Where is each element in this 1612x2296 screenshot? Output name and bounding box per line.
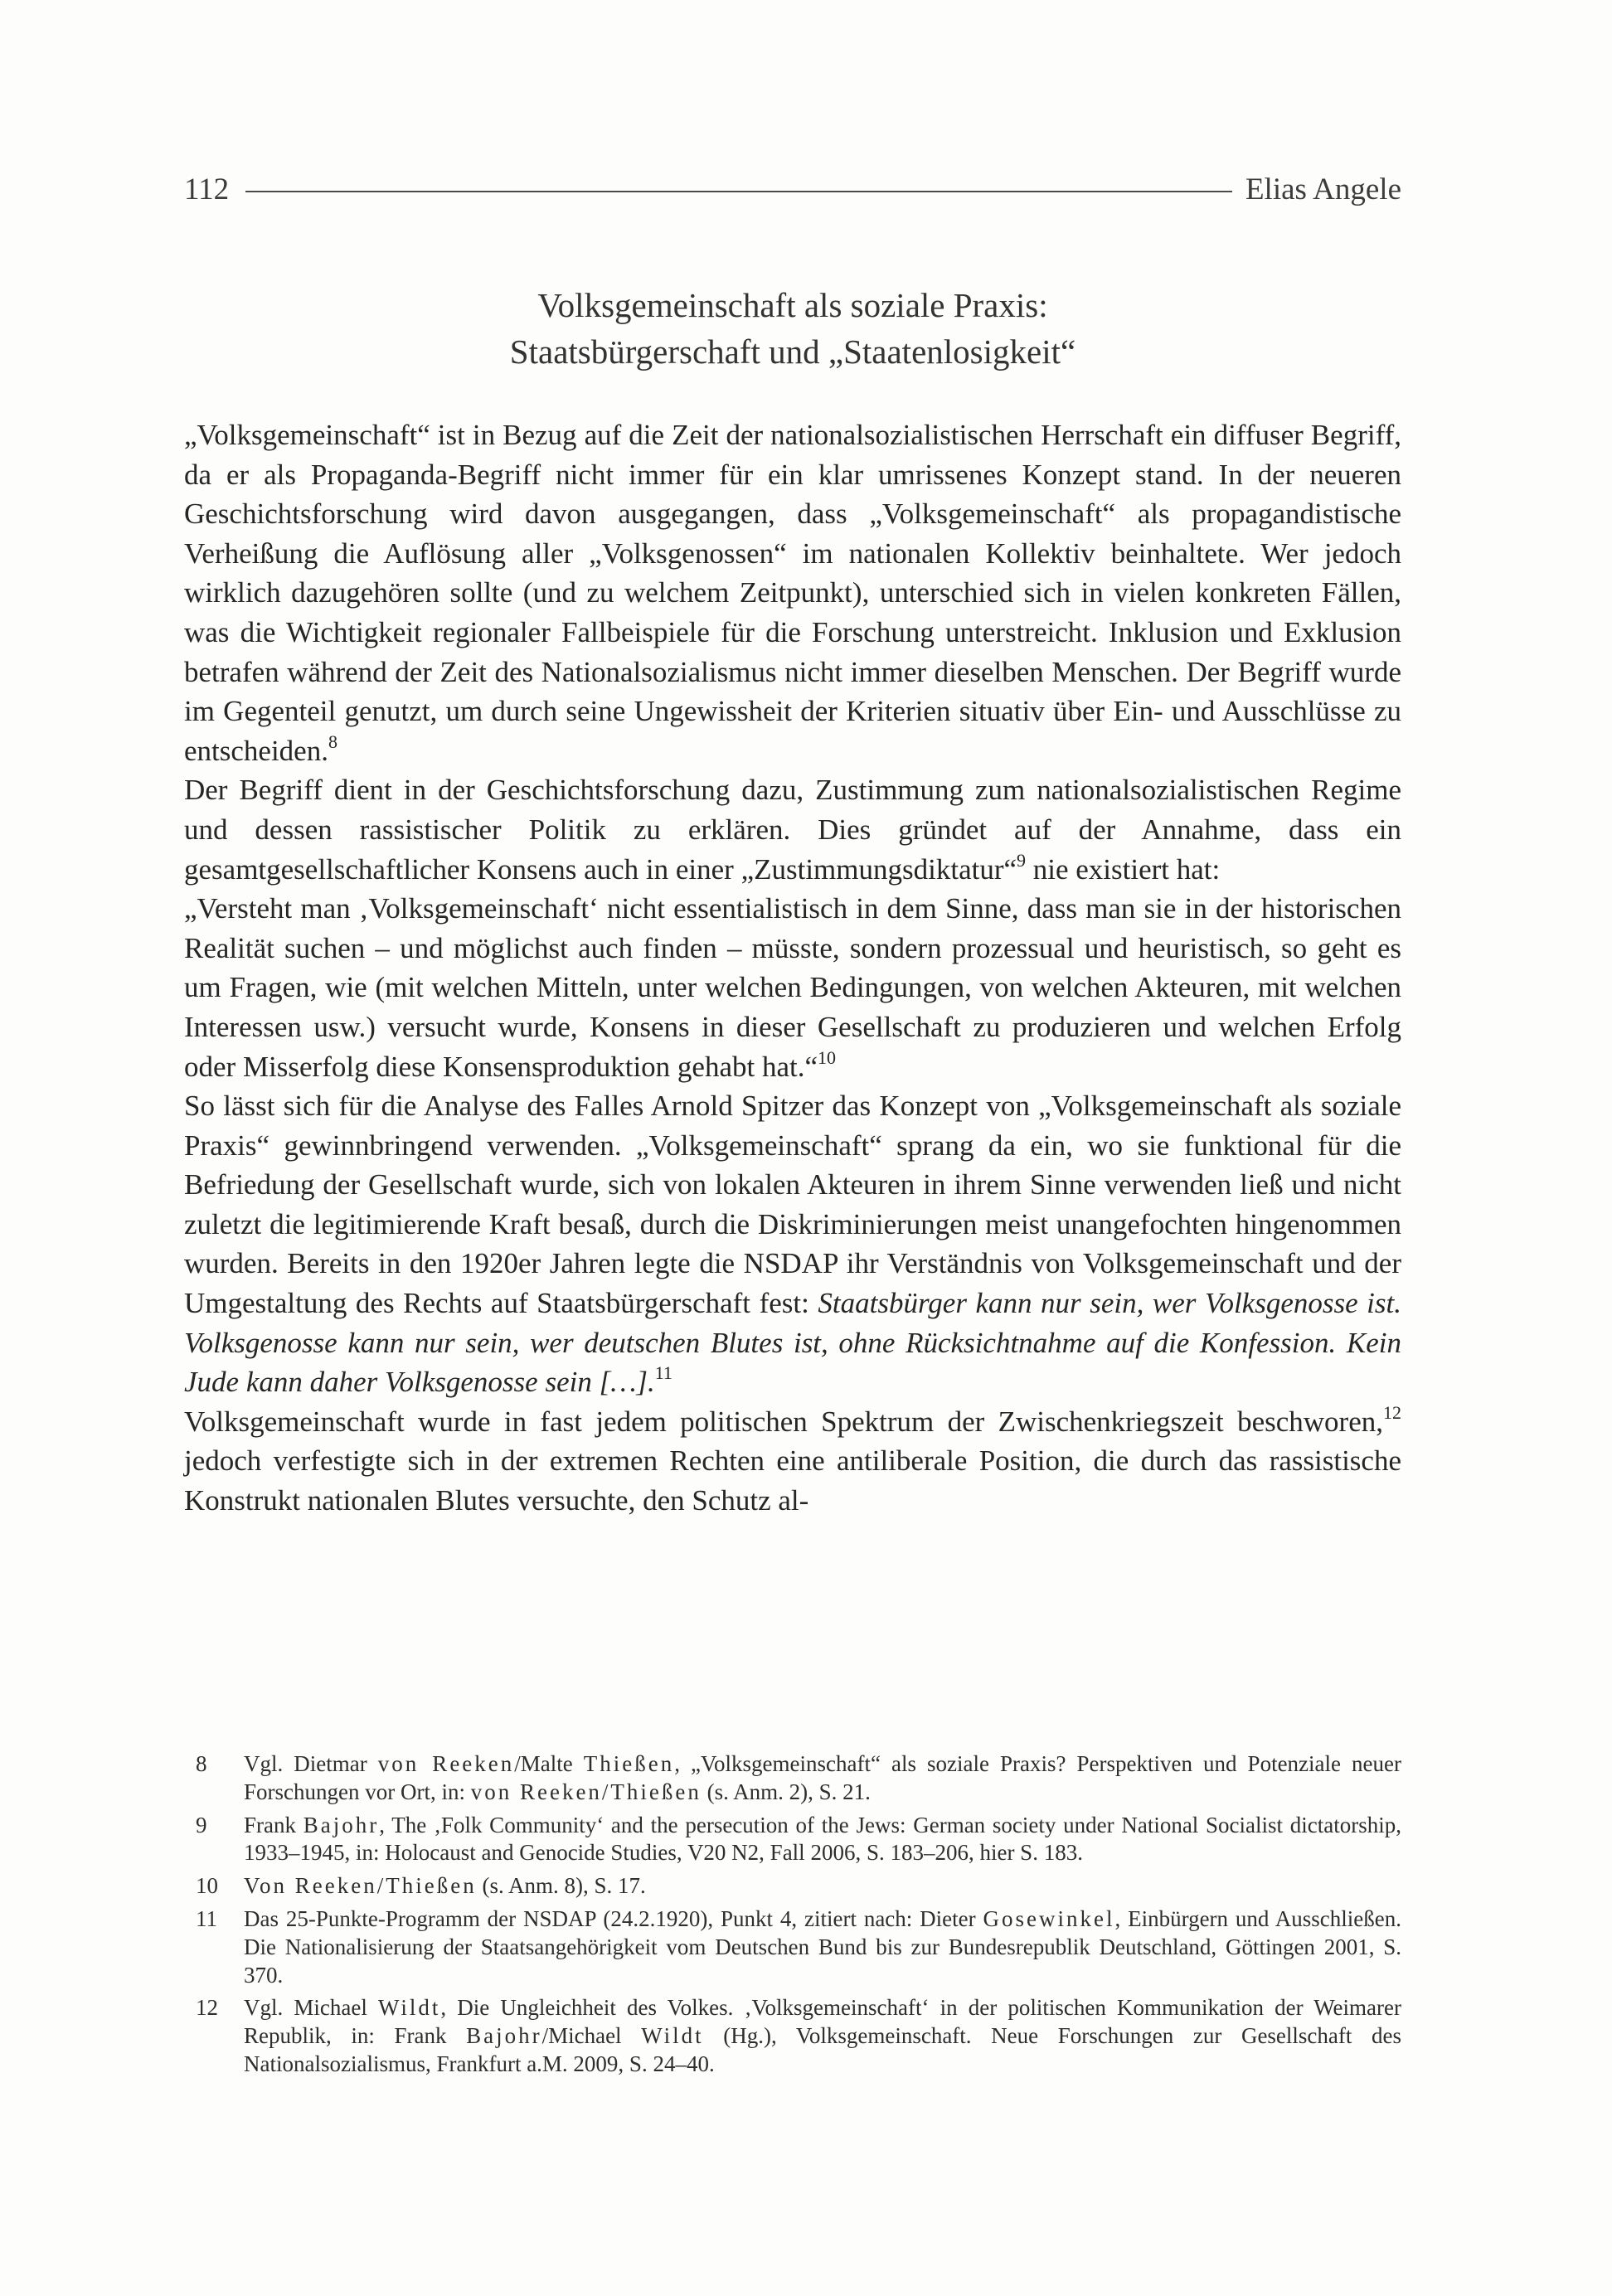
- author-name: Bajohr: [303, 1812, 380, 1837]
- quotation: [184, 889, 1401, 1086]
- page-number: 112: [184, 172, 230, 206]
- paragraph-4: [184, 1086, 1401, 1402]
- body-text: [184, 415, 1401, 1521]
- footnote-ref-9[interactable]: 9: [1017, 849, 1027, 871]
- author-name: Wildt: [377, 1995, 441, 2021]
- footnote-segment: /Michael: [541, 2023, 642, 2049]
- footnote-ref-8[interactable]: 8: [328, 731, 337, 752]
- footnote-text: [244, 1750, 1401, 1807]
- author-name: Wildt: [641, 2023, 704, 2049]
- footnote-9: [184, 1812, 1401, 1868]
- section-title-line-2: Staatsbürgerschaft und „Staatenlosigkeit“: [509, 333, 1076, 371]
- footnote-number: 12: [196, 1995, 218, 2021]
- author-name: von Reeken/Thießen: [470, 1779, 702, 1804]
- header-rule: [245, 191, 1232, 192]
- footnote-segment: Frank: [244, 1812, 303, 1837]
- footnote-ref-10[interactable]: 10: [818, 1046, 837, 1068]
- footnote-segment: , Die Ungleichheit des Volkes. ‚Volksgemeinschaft‘ in der politischen Kommunikation der Weimarer Republik, in: Frank: [244, 1995, 1401, 2049]
- footnote-10: [184, 1872, 1401, 1900]
- footnotes: [184, 1750, 1401, 2084]
- running-author: Elias Angele: [1245, 172, 1401, 206]
- footnote-number: 9: [196, 1812, 207, 1837]
- section-title-line-1: Volksgemeinschaft als soziale Praxis:: [537, 286, 1048, 324]
- footnote-ref-12[interactable]: 12: [1383, 1401, 1401, 1423]
- paragraph-2-text: Der Begriff dient in der Geschichtsforschung dazu, Zustimmung zum nationalsozialistischen Regime und dessen rassistischer Politik zu erklären. Dies gründet auf der Annahme, dass ein gesamtgesellschaftlicher Konsens auch in einer „Zustimmungsdiktatur“: [184, 774, 1401, 886]
- footnote-segment: Vgl. Dietmar: [244, 1751, 378, 1776]
- footnote-ref-11[interactable]: 11: [654, 1362, 672, 1384]
- author-name: Thießen: [583, 1751, 675, 1776]
- footnote-segment: /Malte: [514, 1751, 584, 1776]
- footnote-segment: (s. Anm. 2), S. 21.: [701, 1779, 871, 1804]
- section-title: [184, 282, 1401, 375]
- quotation-text: „Versteht man ‚Volksgemeinschaft‘ nicht essentialistisch in dem Sinne, dass man sie in der historischen Realität suchen – und möglichst auch finden – müsste, sondern prozessual und heuristisch, so geht es um Fragen, wie (mit welchen Mitteln, unter welchen Bedingungen, von welchen Akteuren, mit welchen Interessen usw.) versucht wurde, Konsens in dieser Gesellschaft zu produzieren und welchen Erfolg oder Misserfolg diese Konsensproduktion gehabt hat.“: [184, 892, 1401, 1083]
- footnote-number: 10: [196, 1873, 218, 1899]
- paragraph-5-end: jedoch verfestigte sich in der extremen Rechten eine antiliberale Position, die durch das rassistische Konstrukt nationalen Blutes versuchte, den Schutz al-: [184, 1444, 1401, 1517]
- author-name: Von Reeken/Thießen: [244, 1873, 477, 1899]
- footnote-segment: , Einbürgern und Ausschließen. Die Nationalisierung der Staatsangehörigkeit vom Deutschen Bund bis zur Bundesrepublik Deutschland, Göttingen 2001, S. 370.: [244, 1905, 1402, 1988]
- footnote-number: 11: [196, 1905, 217, 1931]
- footnote-segment: Vgl. Michael: [244, 1995, 378, 2021]
- footnote-segment: , The ‚Folk Community‘ and the persecution of the Jews: German society under National Socialist dictatorship, 1933–1945, in: Holocaust and Genocide Studies, V20 N2, Fall 2006, S. 183–206, hier S. 183.: [244, 1812, 1401, 1866]
- program-quote: Staatsbürger kann nur sein, wer Volksgenosse ist. Volksgenosse kann nur sein, wer deutschen Blutes ist, ohne Rücksichtnahme auf die Konfession. Kein Jude kann daher Volksgenosse sein […].: [184, 1287, 1401, 1399]
- footnote-segment: Das 25-Punkte-Programm der NSDAP (24.2.1920), Punkt 4, zitiert nach: Dieter: [244, 1905, 983, 1931]
- running-header: [184, 166, 1401, 212]
- paragraph-5: [184, 1402, 1401, 1521]
- footnote-number: 8: [196, 1751, 207, 1776]
- paragraph-5-text: Volksgemeinschaft wurde in fast jedem politischen Spektrum der Zwischenkriegszeit beschworen,: [184, 1405, 1383, 1438]
- footnote-12: [184, 1994, 1401, 2078]
- footnote-text: [244, 1872, 1401, 1900]
- paragraph-2: [184, 770, 1401, 889]
- paragraph-4-text: So lässt sich für die Analyse des Falles Arnold Spitzer das Konzept von „Volksgemeinschaft als soziale Praxis“ gewinnbringend verwenden. „Volksgemeinschaft“ sprang da ein, wo sie funktional für die Befriedung der Gesellschaft wurde, sich von lokalen Akteuren in ihrem Sinne verwenden ließ und nicht zuletzt die legitimierende Kraft besaß, durch die Diskriminierungen meist unangefochten hingenommen wurden. Bereits in den 1920er Jahren legte die NSDAP ihr Verständnis von Volksgemeinschaft und der Umgestaltung des Rechts auf Staatsbürgerschaft fest:: [184, 1090, 1401, 1320]
- footnote-text: [244, 1905, 1401, 1989]
- paragraph-1: [184, 415, 1401, 770]
- footnote-segment: (Hg.), Volksgemeinschaft. Neue Forschungen zur Gesellschaft des Nationalsozialismus, Frankfurt a.M. 2009, S. 24–40.: [244, 2023, 1401, 2076]
- author-name: Gosewinkel: [983, 1905, 1115, 1931]
- author-name: Bajohr: [466, 2023, 542, 2049]
- paragraph-2-end: nie existiert hat:: [1026, 852, 1221, 886]
- author-name: von Reeken: [377, 1751, 515, 1776]
- paragraph-1-text: „Volksgemeinschaft“ ist in Bezug auf die Zeit der nationalsozialistischen Herrschaft ein diffuser Begriff, da er als Propaganda-Begriff nicht immer für ein klar umrissenes Konzept stand. In der neueren Geschichtsforschung wird davon ausgegangen, dass „Volksgemeinschaft“ als propagandistische Verheißung die Auflösung aller „Volksgenossen“ im nationalen Kollektiv beinhaltete. Wer jedoch wirklich dazugehören sollte (und zu welchem Zeitpunkt), unterschied sich in vielen konkreten Fällen, was die Wichtigkeit regionaler Fallbeispiele für die Forschung unterstreicht. Inklusion und Exklusion betrafen während der Zeit des Nationalsozialismus nicht immer dieselben Menschen. Der Begriff wurde im Gegenteil genutzt, um durch seine Ungewissheit der Kriterien situativ über Ein- und Ausschlüsse zu entscheiden.: [184, 419, 1401, 767]
- footnote-segment: (s. Anm. 8), S. 17.: [476, 1873, 646, 1899]
- footnote-11: [184, 1905, 1401, 1989]
- footnote-text: [244, 1994, 1401, 2078]
- footnote-text: [244, 1812, 1401, 1868]
- footnote-segment: , „Volksgemeinschaft“ als soziale Praxis? Perspektiven und Potenziale neuer Forschungen vor Ort, in:: [244, 1751, 1402, 1804]
- footnote-8: [184, 1750, 1401, 1807]
